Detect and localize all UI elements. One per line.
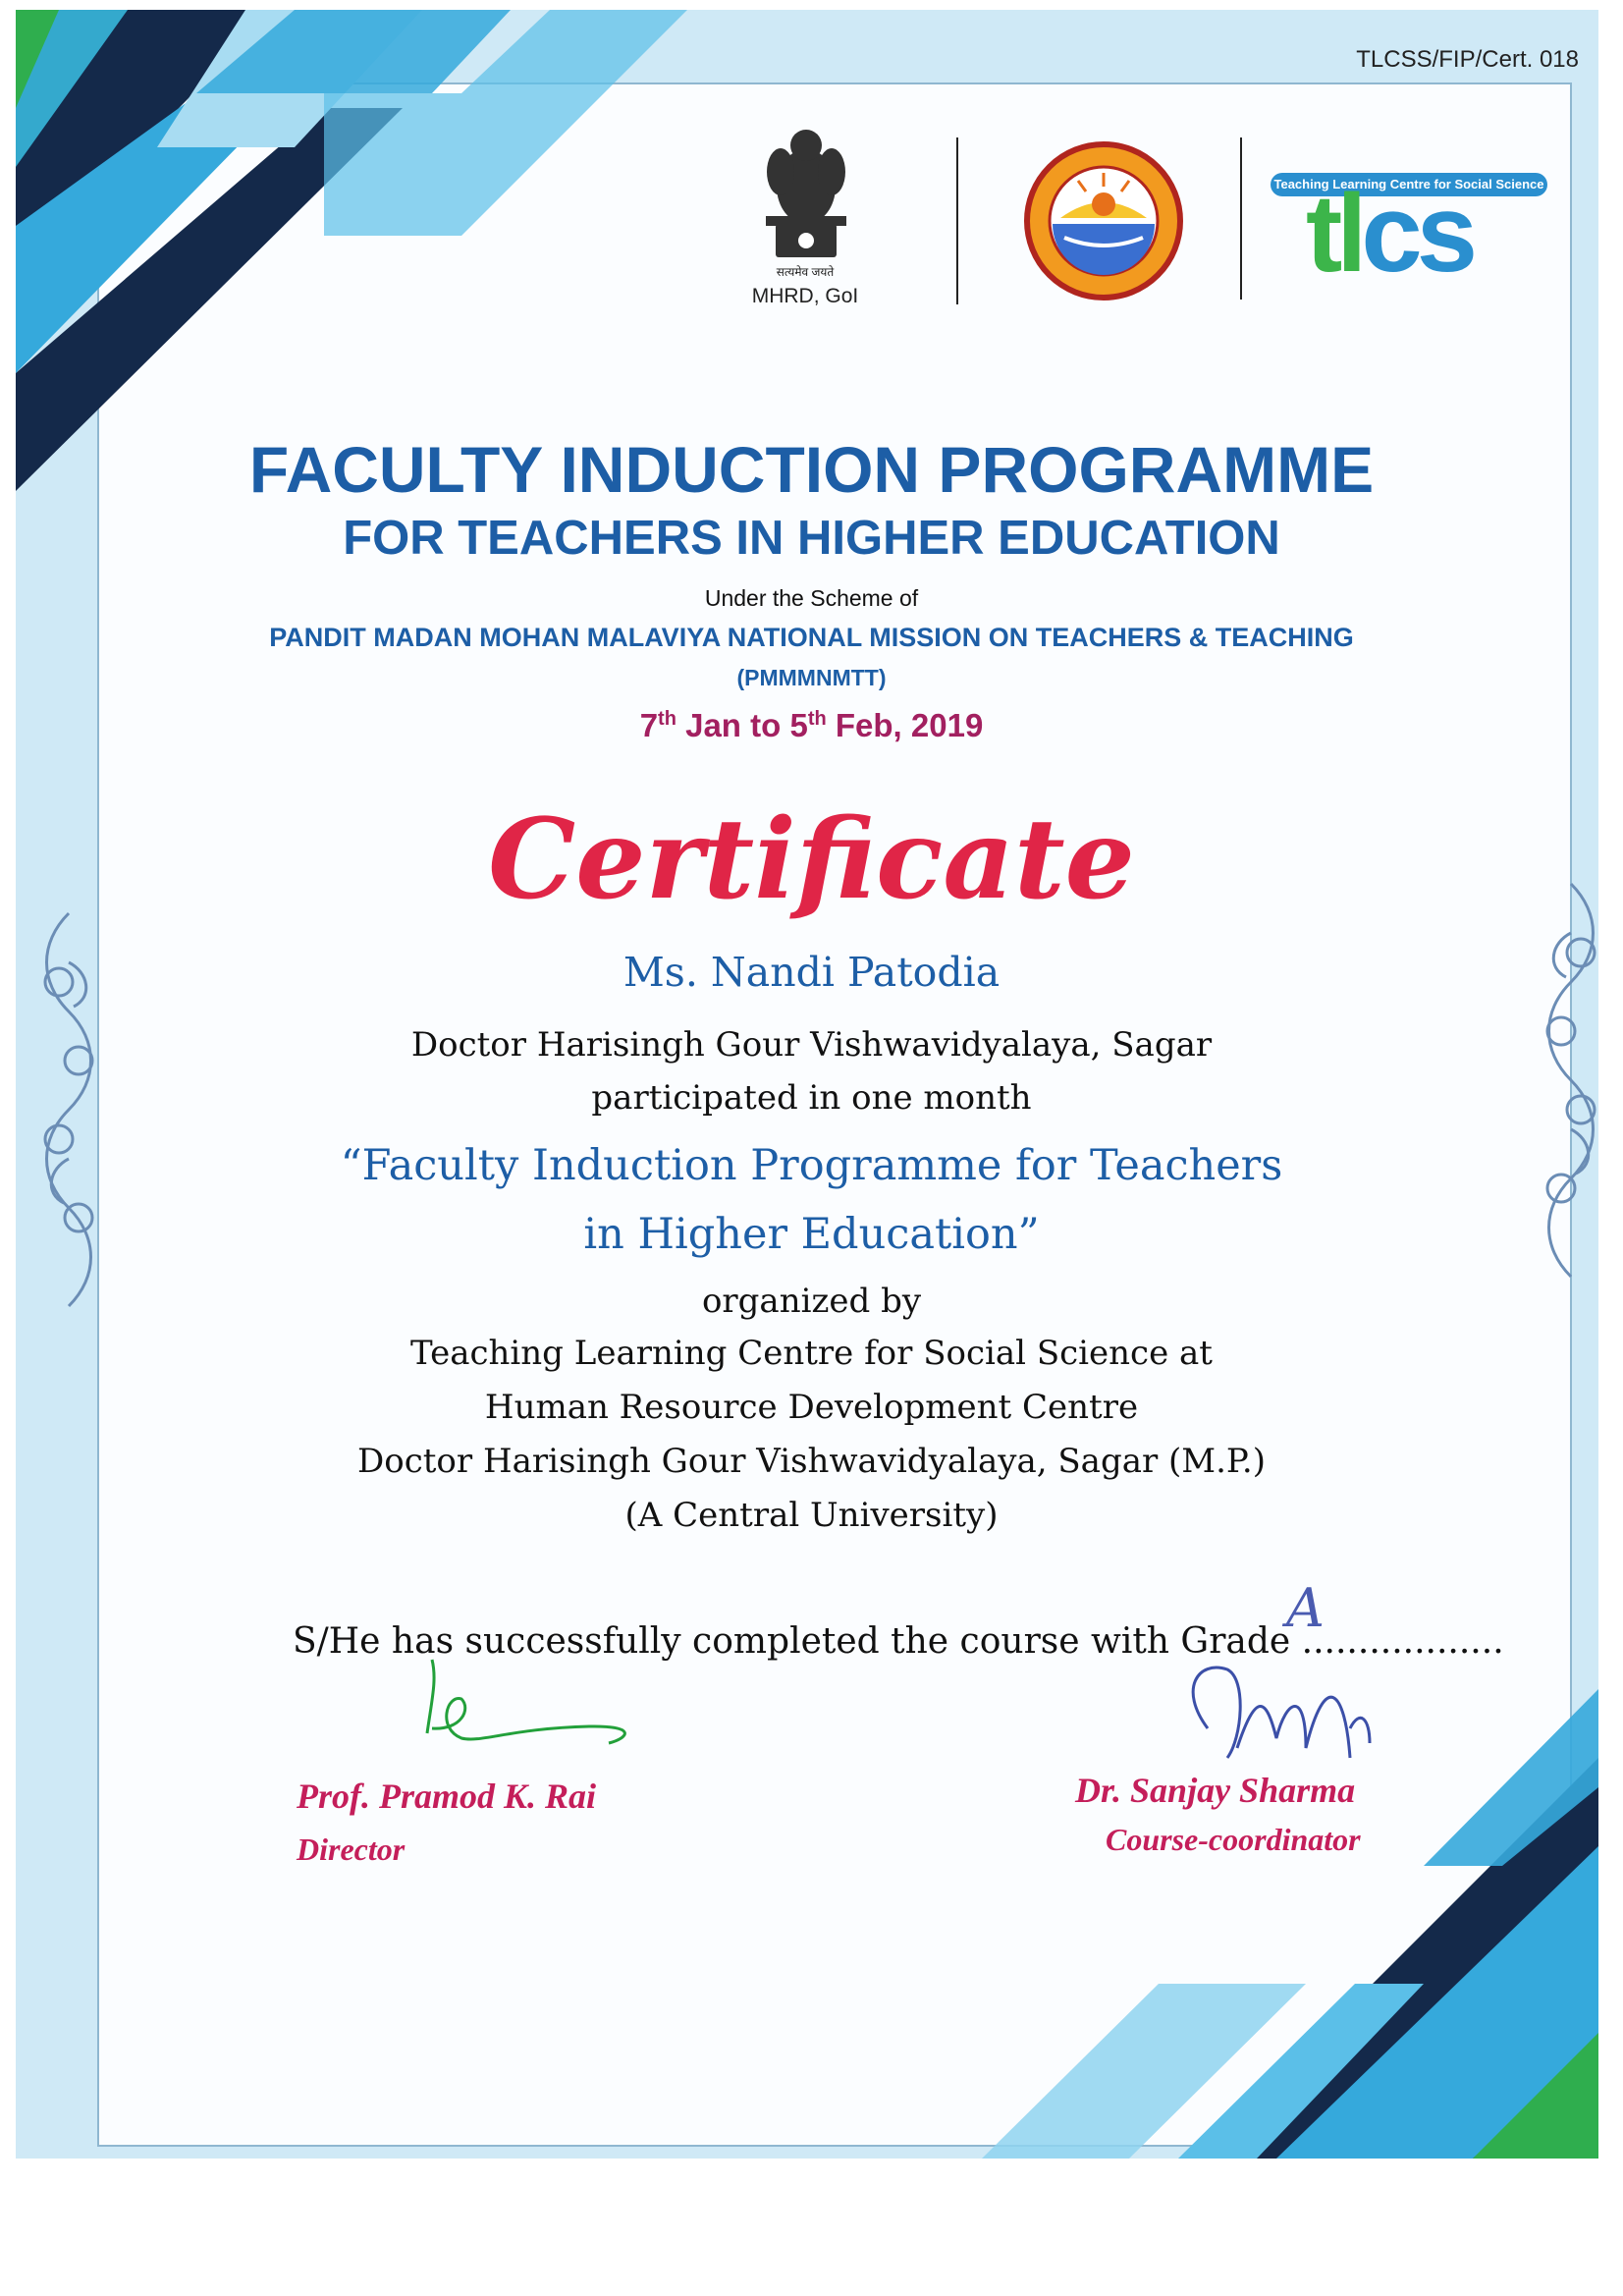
director-name: Prof. Pramod K. Rai [297, 1777, 597, 1816]
certificate-number: TLCSS/FIP/Cert. 018 [1356, 46, 1579, 73]
organizer-line4: (A Central University) [624, 1496, 999, 1535]
scheme-intro: Under the Scheme of [704, 585, 919, 611]
certificate-heading: Certificate [488, 795, 1135, 924]
scheme-abbreviation: (PMMMNMTT) [736, 665, 887, 690]
director-role: Director [297, 1831, 406, 1867]
coordinator-role: Course-coordinator [1106, 1822, 1361, 1857]
organizer-line2: Human Resource Development Centre [484, 1388, 1139, 1427]
tlcs-logo [1306, 172, 1473, 295]
tlcs-letter-c: c [1361, 172, 1417, 295]
coordinator-name: Dr. Sanjay Sharma [1075, 1771, 1356, 1810]
scheme-name: PANDIT MADAN MOHAN MALAVIYA NATIONAL MISSION ON TEACHERS & TEACHING [269, 623, 1354, 652]
tlcs-letter-l: l [1336, 172, 1362, 295]
organized-by-label: organized by [701, 1282, 922, 1321]
programme-name-line2: in Higher Education” [583, 1210, 1040, 1259]
organizer-line3: Doctor Harisingh Gour Vishwavidyalaya, Sagar (M.P.) [356, 1442, 1266, 1481]
national-emblem-icon [766, 130, 846, 257]
programme-dates: 7th Jan to 5th Feb, 2019 [639, 707, 984, 743]
tlcs-letter-t: t [1306, 172, 1337, 295]
university-seal-icon [1027, 144, 1180, 298]
grade-statement: S/He has successfully completed the course with Grade .................. [293, 1621, 1504, 1662]
tlcs-letter-s: s [1416, 172, 1473, 295]
grade-value: A [1286, 1577, 1325, 1639]
recipient-institution: Doctor Harisingh Gour Vishwavidyalaya, Sagar [410, 1025, 1213, 1065]
programme-subtitle: FOR TEACHERS IN HIGHER EDUCATION [343, 512, 1280, 565]
emblem-caption: MHRD, GoI [751, 285, 859, 307]
programme-name-line1: “Faculty Induction Programme for Teachers [340, 1141, 1283, 1190]
recipient-name: Ms. Nandi Patodia [622, 949, 1001, 996]
programme-title: FACULTY INDUCTION PROGRAMME [248, 433, 1375, 506]
participation-text: participated in one month [591, 1078, 1032, 1118]
emblem-motto: सत्यमेव जयते [776, 265, 835, 279]
organizer-line1: Teaching Learning Centre for Social Science at [410, 1334, 1213, 1373]
tlcs-banner: Teaching Learning Centre for Social Science [1271, 173, 1547, 196]
